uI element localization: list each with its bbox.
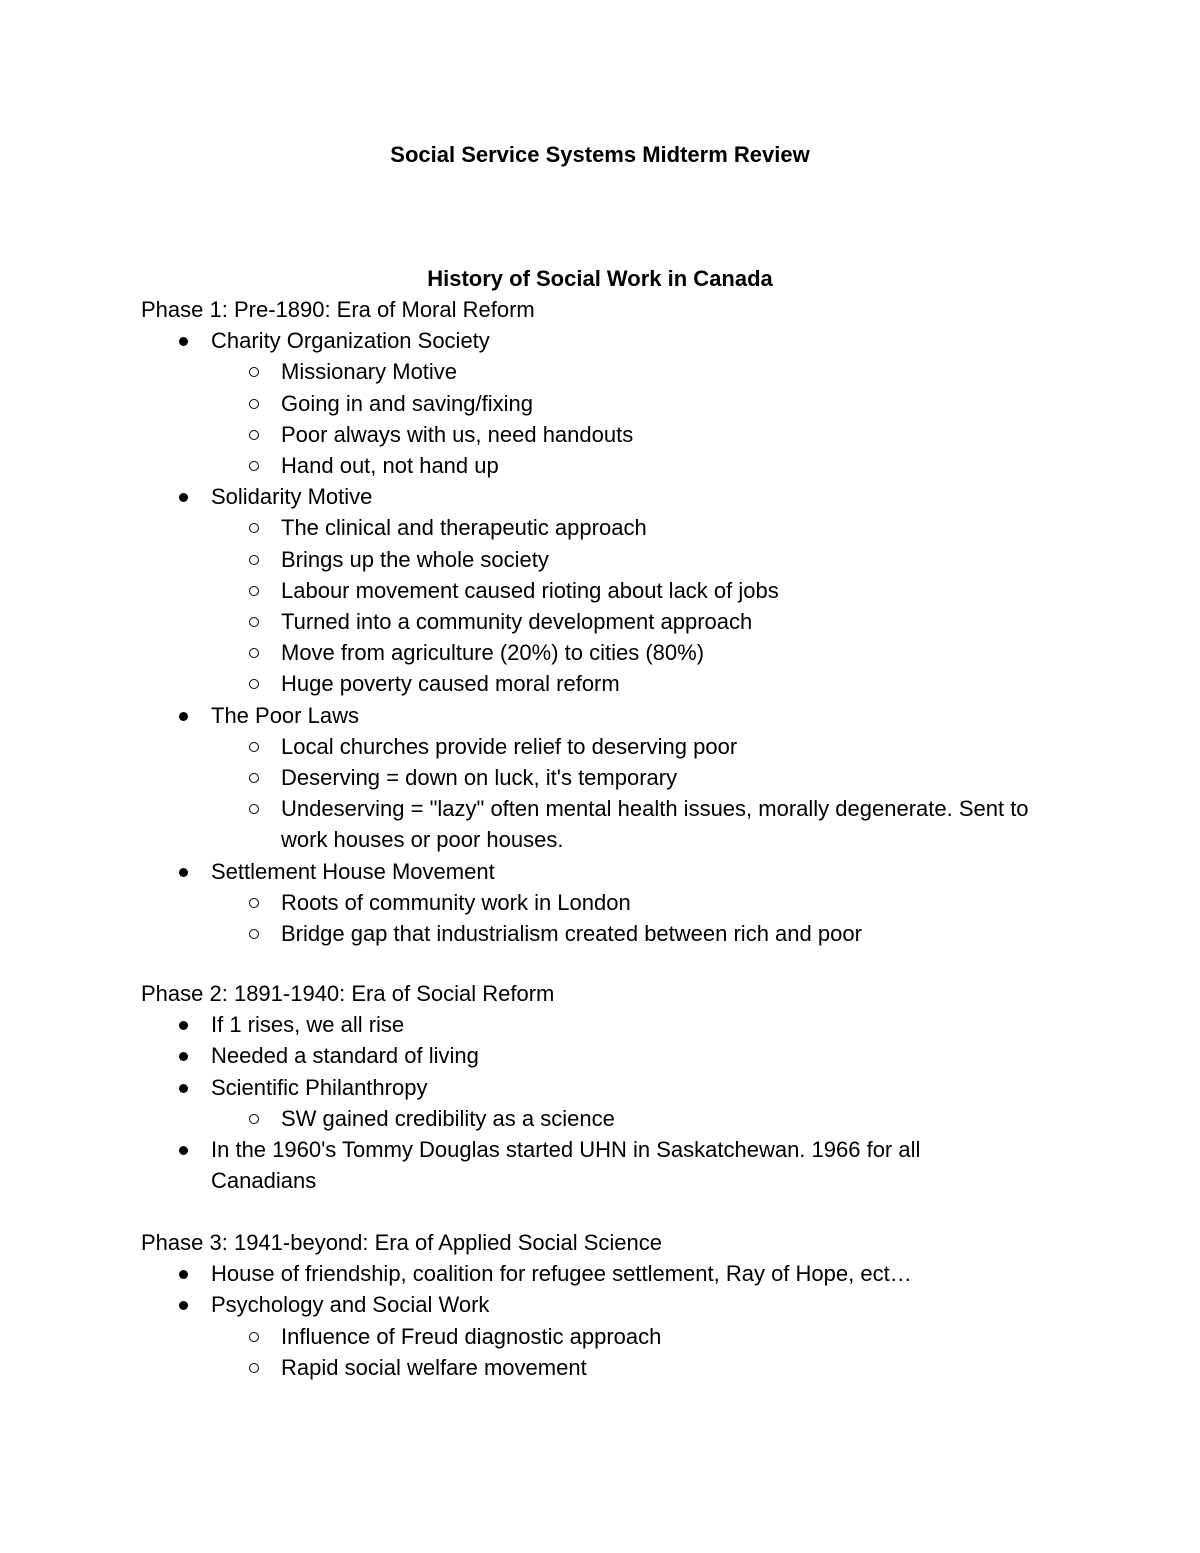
phase-3 [141,1227,1101,1383]
list-item-text: In the 1960's Tommy Douglas started UHN in Saskatchewan. 1966 for all Canadians [211,1137,921,1194]
circle-bullet-icon [249,555,259,565]
list-item [141,1009,1101,1040]
circle-bullet-icon [249,1363,259,1373]
bullet-icon [179,1084,188,1093]
list-item-text: Scientific Philanthropy [211,1074,428,1100]
sub-list-item-text: Brings up the whole society [281,546,549,572]
list-item [141,1040,1101,1071]
list-item-text: Needed a standard of living [211,1043,479,1069]
circle-bullet-icon [249,1114,259,1124]
sub-list-item [211,1352,1101,1383]
sub-list [211,887,1101,949]
sub-list-item-text: Huge poverty caused moral reform [281,671,620,697]
sub-list-item [211,762,1101,793]
circle-bullet-icon [249,523,259,533]
list-item [141,1289,1101,1383]
phase-heading: Phase 3: 1941-beyond: Era of Applied Social Science [141,1230,663,1255]
sub-list-item [211,356,1101,387]
circle-bullet-icon [249,929,259,939]
list-item [141,1258,1101,1289]
list-item [141,481,1101,699]
sub-list-item-text: Deserving = down on luck, it's temporary [281,765,678,791]
sub-list-item-text: Labour movement caused rioting about lack of jobs [281,577,779,603]
sub-list-item-text: Local churches provide relief to deserving poor [281,733,738,759]
sub-list-item-text: Roots of community work in London [281,889,631,915]
bullet-icon [179,1052,188,1061]
list-item [141,1134,1101,1196]
section-title: History of Social Work in Canada [427,266,773,291]
sub-list-item [211,419,1101,450]
sub-list-item-text: The clinical and therapeutic approach [281,515,647,541]
list-item-text: Charity Organization Society [211,328,490,354]
list-item-text: Solidarity Motive [211,484,373,510]
sub-list-item [211,1321,1101,1352]
list-item [141,325,1101,481]
circle-bullet-icon [249,461,259,471]
sub-list [211,512,1101,699]
list-item-text: The Poor Laws [211,702,359,728]
bullet-icon [179,712,188,721]
sub-list [211,1103,1101,1134]
list-item-text: Psychology and Social Work [211,1292,490,1318]
sub-list-item-text: Going in and saving/fixing [281,390,533,416]
circle-bullet-icon [249,742,259,752]
bullet-icon [179,1021,188,1030]
sub-list-item [211,512,1101,543]
sub-list-item-text: Undeserving = "lazy" often mental health issues, morally degenerate. Sent to work houses or poor houses. [281,796,1029,853]
phase-3-list [141,1258,1101,1383]
bullet-icon [179,1146,188,1155]
document-title: Social Service Systems Midterm Review [390,142,810,167]
sub-list [211,731,1101,856]
circle-bullet-icon [249,648,259,658]
phase-2 [141,978,1101,1196]
sub-list-item [211,606,1101,637]
sub-list-item [211,918,1101,949]
circle-bullet-icon [249,1332,259,1342]
list-item-text: If 1 rises, we all rise [211,1012,405,1038]
list-item-text: Settlement House Movement [211,858,495,884]
bullet-icon [179,493,188,502]
bullet-icon [179,868,188,877]
list-item [141,700,1101,856]
phase-2-list [141,1009,1101,1196]
sub-list-item-text: Move from agriculture (20%) to cities (80%) [281,640,705,666]
list-item [141,856,1101,950]
circle-bullet-icon [249,399,259,409]
phase-1 [141,294,1101,949]
circle-bullet-icon [249,367,259,377]
circle-bullet-icon [249,617,259,627]
sub-list-item [211,1103,1101,1134]
phase-heading: Phase 2: 1891-1940: Era of Social Reform [141,981,555,1006]
sub-list-item [211,450,1101,481]
sub-list-item-text: Poor always with us, need handouts [281,421,634,447]
circle-bullet-icon [249,898,259,908]
sub-list-item [211,637,1101,668]
circle-bullet-icon [249,804,259,814]
sub-list-item-text: Rapid social welfare movement [281,1354,587,1380]
circle-bullet-icon [249,430,259,440]
sub-list-item [211,793,1101,855]
sub-list-item-text: Hand out, not hand up [281,453,499,479]
sub-list-item-text: SW gained credibility as a science [281,1105,615,1131]
list-item-text: House of friendship, coalition for refugee settlement, Ray of Hope, ect… [211,1261,912,1287]
sub-list-item [211,731,1101,762]
bullet-icon [179,1301,188,1310]
phase-heading: Phase 1: Pre-1890: Era of Moral Reform [141,297,535,322]
list-item [141,1072,1101,1134]
sub-list-item [211,544,1101,575]
bullet-icon [179,1270,188,1279]
phase-1-list [141,325,1101,949]
sub-list-item-text: Turned into a community development approach [281,609,753,635]
bullet-icon [179,337,188,346]
sub-list [211,1321,1101,1383]
circle-bullet-icon [249,773,259,783]
sub-list-item [211,887,1101,918]
circle-bullet-icon [249,679,259,689]
sub-list [211,356,1101,481]
circle-bullet-icon [249,586,259,596]
sub-list-item [211,388,1101,419]
sub-list-item [211,575,1101,606]
sub-list-item-text: Missionary Motive [281,359,458,385]
sub-list-item [211,668,1101,699]
sub-list-item-text: Influence of Freud diagnostic approach [281,1323,662,1349]
sub-list-item-text: Bridge gap that industrialism created between rich and poor [281,921,862,947]
